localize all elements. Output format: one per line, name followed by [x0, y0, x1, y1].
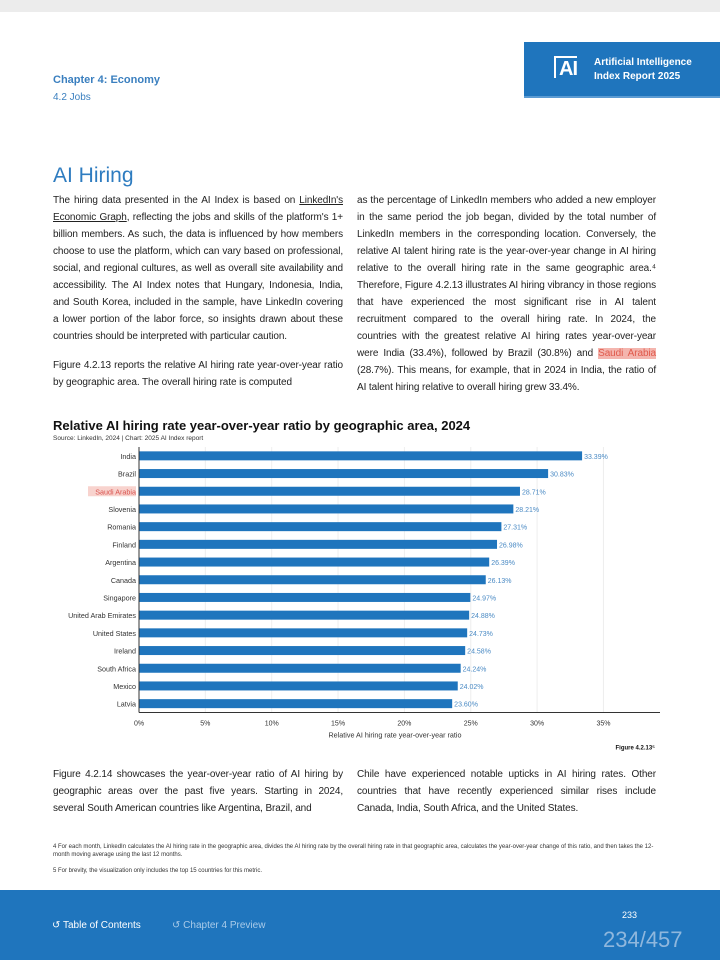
paragraph-text: Figure 4.2.13 reports the relative AI hiring rate year-over-year ratio by geographic area. The overall hiring rate is computed	[53, 360, 343, 388]
x-tick-label: 0%	[133, 720, 145, 728]
x-axis-title: Relative AI hiring rate year-over-year ratio	[328, 730, 462, 740]
data-label: 26.39%	[491, 560, 515, 568]
x-tick-label: 25%	[463, 720, 478, 728]
x-tick-label: 30%	[530, 720, 545, 728]
bar	[139, 469, 548, 478]
category-label: United States	[92, 628, 136, 638]
toc-link[interactable]	[52, 920, 141, 932]
bar	[139, 558, 489, 567]
chart-source: Source: LinkedIn, 2024 | Chart: 2025 AI Index report	[53, 435, 204, 442]
data-label: 24.24%	[462, 666, 487, 674]
bar	[139, 540, 497, 549]
x-tick-label: 35%	[596, 720, 611, 728]
category-label: Mexico	[113, 681, 136, 691]
bar	[139, 699, 452, 708]
x-tick-label: 5%	[200, 720, 211, 728]
report-logo	[524, 42, 720, 98]
data-label: 24.73%	[469, 630, 493, 638]
category-label: South Africa	[97, 664, 136, 674]
data-label: 26.13%	[487, 577, 512, 585]
economic-graph-link[interactable]: LinkedIn's Economic Graph	[53, 195, 343, 223]
logo-line-1: Artificial Intelligence	[594, 57, 692, 68]
right-column	[357, 192, 656, 396]
toc-label: Table of Contents	[62, 920, 141, 931]
chapter-preview-link[interactable]	[172, 920, 265, 932]
category-label: United Arab Emirates	[68, 611, 136, 621]
chapter-preview-label: Chapter 4 Preview	[183, 920, 266, 931]
chart-title: Relative AI hiring rate year-over-year ratio by geographic area, 2024	[53, 418, 471, 433]
bottom-left-text: Figure 4.2.14 showcases the year-over-year ratio of AI hiring by geographic areas over the past five years. Starting in 2024, several South American countries like Argentina, Brazil, and	[53, 769, 343, 814]
category-label: Singapore	[103, 593, 136, 603]
category-label: Romania	[107, 522, 136, 532]
bar	[139, 522, 501, 531]
section-label: 4.2 Jobs	[53, 92, 91, 103]
bar	[139, 664, 461, 673]
data-label: 28.71%	[521, 489, 546, 497]
bar	[139, 575, 486, 584]
paragraph-text: (28.7%). This means, for example, that in 2024 in India, the ratio of AI talent hiring relative to overall hiring grew 33.4%.	[357, 365, 656, 393]
bar	[139, 593, 470, 602]
bar	[139, 646, 465, 655]
bar	[139, 487, 520, 496]
paragraph-text: , reflecting the jobs and skills of the platform's 1+ billion members. As such, the data is influenced by how members choose to use the platform, which can vary based on professional, social, and regional cultures, as well as overall site availability and accessibility. The AI Index notes that Hungary, Indonesia, India, and South Korea, included in the sample, have LinkedIn covering a lower portion of the labor force, so insights drawn about these countries should be interpreted with particular caution.	[53, 212, 344, 342]
viewer-page-indicator: 234/457	[603, 927, 683, 952]
data-label: 33.39%	[584, 453, 608, 461]
category-label: Slovenia	[108, 504, 136, 514]
data-label: 26.98%	[499, 542, 523, 550]
page-number: 233	[622, 910, 638, 920]
category-label: India	[120, 451, 136, 461]
figure-label: Figure 4.2.13⁵	[615, 745, 655, 752]
paragraph-text: The hiring data presented in the AI Index is based on	[53, 195, 300, 206]
paragraph-text: as the percentage of LinkedIn members who added a new employer in the same period the job began, divided by the total number of LinkedIn members in the corresponding location. Conversely, the relative AI talent hiring rate is the year-over-year change in AI hiring relative to the overall hiring rate in the same geographic area.⁴ Therefore, Figure 4.2.13 illustrates AI hiring vibrancy in those regions that have experienced the most significant rise in AI talent recruitment compared to the overall hiring rate. In 2024, the countries with the greatest relative AI hiring rates year-over-year were India (33.4%), followed by Brazil (30.8%) and	[357, 195, 656, 359]
viewer-top-bar	[0, 0, 720, 12]
bar	[139, 504, 513, 513]
data-label: 23.60%	[454, 701, 478, 709]
footer	[0, 890, 720, 960]
category-label: Canada	[110, 575, 136, 585]
x-tick-label: 10%	[264, 720, 279, 728]
category-label: Finland	[112, 540, 136, 550]
bar	[139, 611, 469, 620]
category-label: Brazil	[118, 469, 136, 479]
category-label: Argentina	[105, 558, 136, 568]
bottom-right-text: Chile have experienced notable upticks in AI hiring rates. Other countries that have recently experienced similar rises include Canada, India, South Africa, and the United States.	[357, 769, 656, 814]
page-title: AI Hiring	[53, 164, 134, 187]
data-label: 24.88%	[471, 613, 495, 621]
category-label: Saudi Arabia	[95, 487, 136, 497]
left-column	[53, 192, 343, 391]
data-label: 28.21%	[515, 506, 540, 514]
chapter-label: Chapter 4: Economy	[53, 74, 160, 86]
footnote-4: 4 For each month, LinkedIn calculates the AI hiring rate in the geographic area, divides the AI hiring rate by the overall hiring rate in that geographic area, calculates the year-over-year change of this ratio, and then takes the 12-month moving average using the last 12 months.	[53, 844, 654, 858]
footnote-5: 5 For brevity, the visualization only includes the top 15 countries for this metric.	[53, 868, 262, 874]
ai-logo-icon: AI	[554, 56, 577, 78]
data-label: 24.97%	[472, 595, 497, 603]
bar	[139, 451, 582, 460]
return-arrow-icon: ↺	[172, 920, 184, 931]
bar	[139, 681, 458, 690]
x-tick-label: 20%	[397, 720, 412, 728]
logo-line-2: Index Report 2025	[594, 71, 681, 82]
highlighted-text: Saudi Arabia	[598, 348, 656, 359]
return-arrow-icon: ↺	[52, 920, 63, 931]
bar	[139, 628, 467, 637]
data-label: 24.58%	[467, 648, 491, 656]
bar-chart	[0, 442, 720, 752]
data-label: 24.02%	[459, 683, 484, 691]
category-label: Ireland	[114, 646, 136, 656]
data-label: 27.31%	[503, 524, 528, 532]
x-tick-label: 15%	[331, 720, 346, 728]
category-label: Latvia	[116, 699, 136, 709]
data-label: 30.83%	[550, 471, 574, 479]
